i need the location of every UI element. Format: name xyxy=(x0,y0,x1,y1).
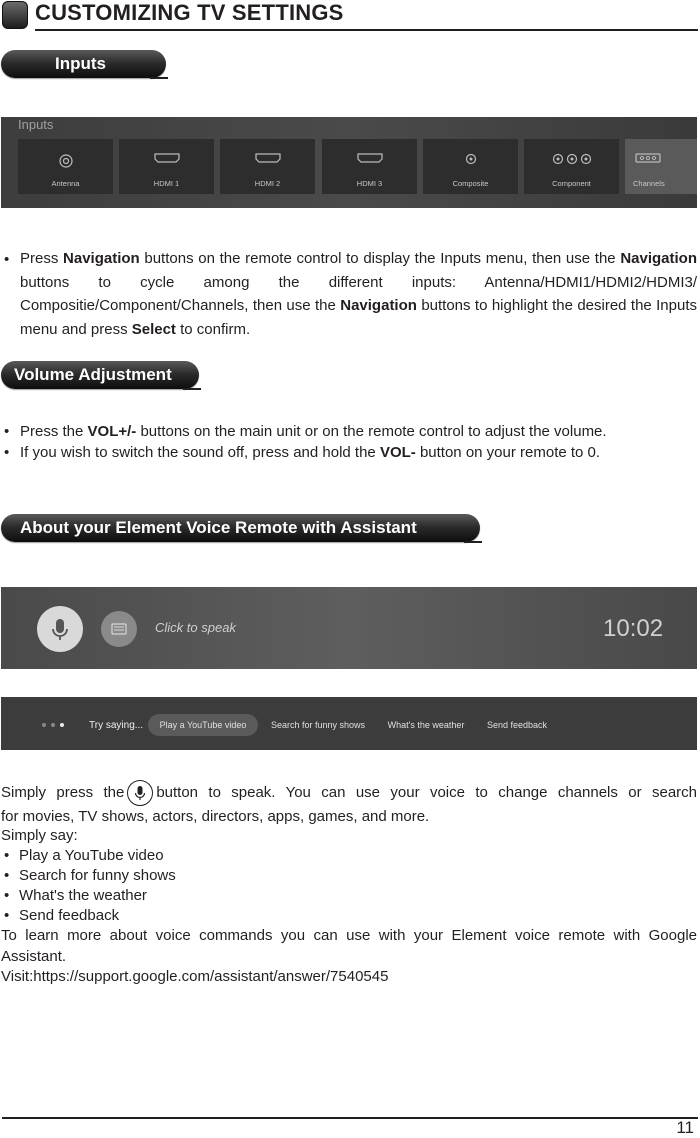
mic-icon xyxy=(37,606,83,652)
section-heading-inputs: Inputs xyxy=(1,50,166,78)
page-title: CUSTOMIZING TV SETTINGS xyxy=(35,0,344,25)
text-run: Press the xyxy=(20,423,88,440)
input-tile-hdmi3 xyxy=(322,139,417,194)
inputs-instructions xyxy=(20,247,697,341)
voice-prompt-screenshot xyxy=(1,587,697,669)
text-run: Press xyxy=(20,250,64,267)
voice-example: Send feedback xyxy=(19,907,120,924)
dots-icon xyxy=(41,722,69,728)
hdmi-icon xyxy=(322,153,417,166)
volume-instruction-2 xyxy=(20,442,697,463)
keyboard-button xyxy=(101,611,137,647)
inputs-menu-label: Inputs xyxy=(18,117,54,132)
input-tile-label: HDMI 3 xyxy=(356,179,383,188)
heading-underline xyxy=(183,388,201,390)
heading-underline xyxy=(150,77,168,79)
voice-intro-line xyxy=(1,780,697,806)
page-number: 11 xyxy=(676,1118,694,1137)
composite-jack-icon xyxy=(423,153,518,168)
bullet-marker: • xyxy=(4,867,10,884)
bullet-marker: • xyxy=(4,423,10,440)
mic-button xyxy=(37,606,83,652)
input-tile-label: Channels xyxy=(633,179,665,188)
voice-example: Search for funny shows xyxy=(19,867,176,884)
try-saying-screenshot xyxy=(1,697,697,750)
input-tile-label: HDMI 1 xyxy=(153,179,180,188)
bold-run: Select xyxy=(131,320,176,338)
input-tile-hdmi1 xyxy=(119,139,214,194)
text-run: buttons to cycle among the different inputs: Antenna/HDMI1/HDMI2/HDMI3/ Compositie/Component/Channels, then use the xyxy=(20,273,697,314)
voice-example: Play a YouTube video xyxy=(19,847,164,864)
bullet-marker: • xyxy=(4,887,10,904)
input-tile-label: Composite xyxy=(452,179,489,188)
simply-say-label: Simply say: xyxy=(1,827,78,844)
input-tile-label: HDMI 2 xyxy=(254,179,281,188)
bold-run: Navigation xyxy=(63,250,140,267)
input-tile-channels xyxy=(625,139,697,194)
voice-intro-continued: for movies, TV shows, actors, directors, apps, games, and more. xyxy=(1,808,430,825)
antenna-icon xyxy=(18,153,113,172)
try-saying-label: Try saying... xyxy=(89,720,144,731)
suggestion-chip: Play a YouTube video xyxy=(148,714,258,736)
mic-button-icon xyxy=(127,780,153,806)
click-to-speak-prompt: Click to speak xyxy=(155,620,236,635)
text-run: buttons on the remote control to display the Inputs menu, then use the xyxy=(139,250,621,267)
text-run: If you wish to switch the sound off, press and hold the xyxy=(20,444,380,461)
bullet-marker: • xyxy=(4,251,10,268)
hdmi-icon xyxy=(220,153,315,166)
text-run: button on your remote to 0. xyxy=(415,444,601,461)
support-url: Visit:https://support.google.com/assistant/answer/7540545 xyxy=(1,968,389,985)
input-tile-label: Antenna xyxy=(51,179,80,188)
clock-time: 10:02 xyxy=(603,615,664,642)
bullet-marker: • xyxy=(4,907,10,924)
bold-run: VOL- xyxy=(379,444,416,461)
input-tile-hdmi2 xyxy=(220,139,315,194)
bold-run: Navigation xyxy=(620,250,697,267)
header-rule xyxy=(35,29,698,31)
learn-more-text: To learn more about voice commands you can use with your Element voice remote with Google Assistant. xyxy=(1,927,697,965)
text-run: to confirm. xyxy=(175,320,251,338)
volume-instruction-1 xyxy=(20,421,697,442)
section-heading-volume: Volume Adjustment xyxy=(1,361,199,389)
footer-rule xyxy=(2,1117,698,1119)
voice-example: What's the weather xyxy=(19,887,147,904)
suggestion-chip: Send feedback xyxy=(486,720,548,730)
input-tile-label: Component xyxy=(552,179,591,188)
text-run: button to speak. You can use your voice to change channels or search xyxy=(156,784,698,801)
suggestion-chip: Search for funny shows xyxy=(270,720,366,730)
heading-underline xyxy=(464,541,482,543)
suggestion-chip: What's the weather xyxy=(387,720,465,730)
header-icon-box xyxy=(2,1,28,29)
input-tile-component xyxy=(524,139,619,194)
input-tile-antenna xyxy=(18,139,113,194)
bullet-marker: • xyxy=(4,444,10,461)
bold-run: VOL+/- xyxy=(87,423,137,440)
bullet-marker: • xyxy=(4,847,10,864)
component-jacks-icon xyxy=(524,153,619,168)
text-run: Simply press the xyxy=(1,784,125,801)
text-run: buttons to highlight the desired the Inputs menu and press xyxy=(20,297,698,338)
section-heading-voice: About your Element Voice Remote with Assistant xyxy=(1,514,480,542)
input-tile-composite xyxy=(423,139,518,194)
inputs-menu-screenshot xyxy=(1,117,697,208)
channels-icon xyxy=(635,153,661,166)
bold-run: Navigation xyxy=(340,297,417,314)
keyboard-icon xyxy=(101,611,137,647)
hdmi-icon xyxy=(119,153,214,166)
text-run: buttons on the main unit or on the remote control to adjust the volume. xyxy=(136,423,607,440)
